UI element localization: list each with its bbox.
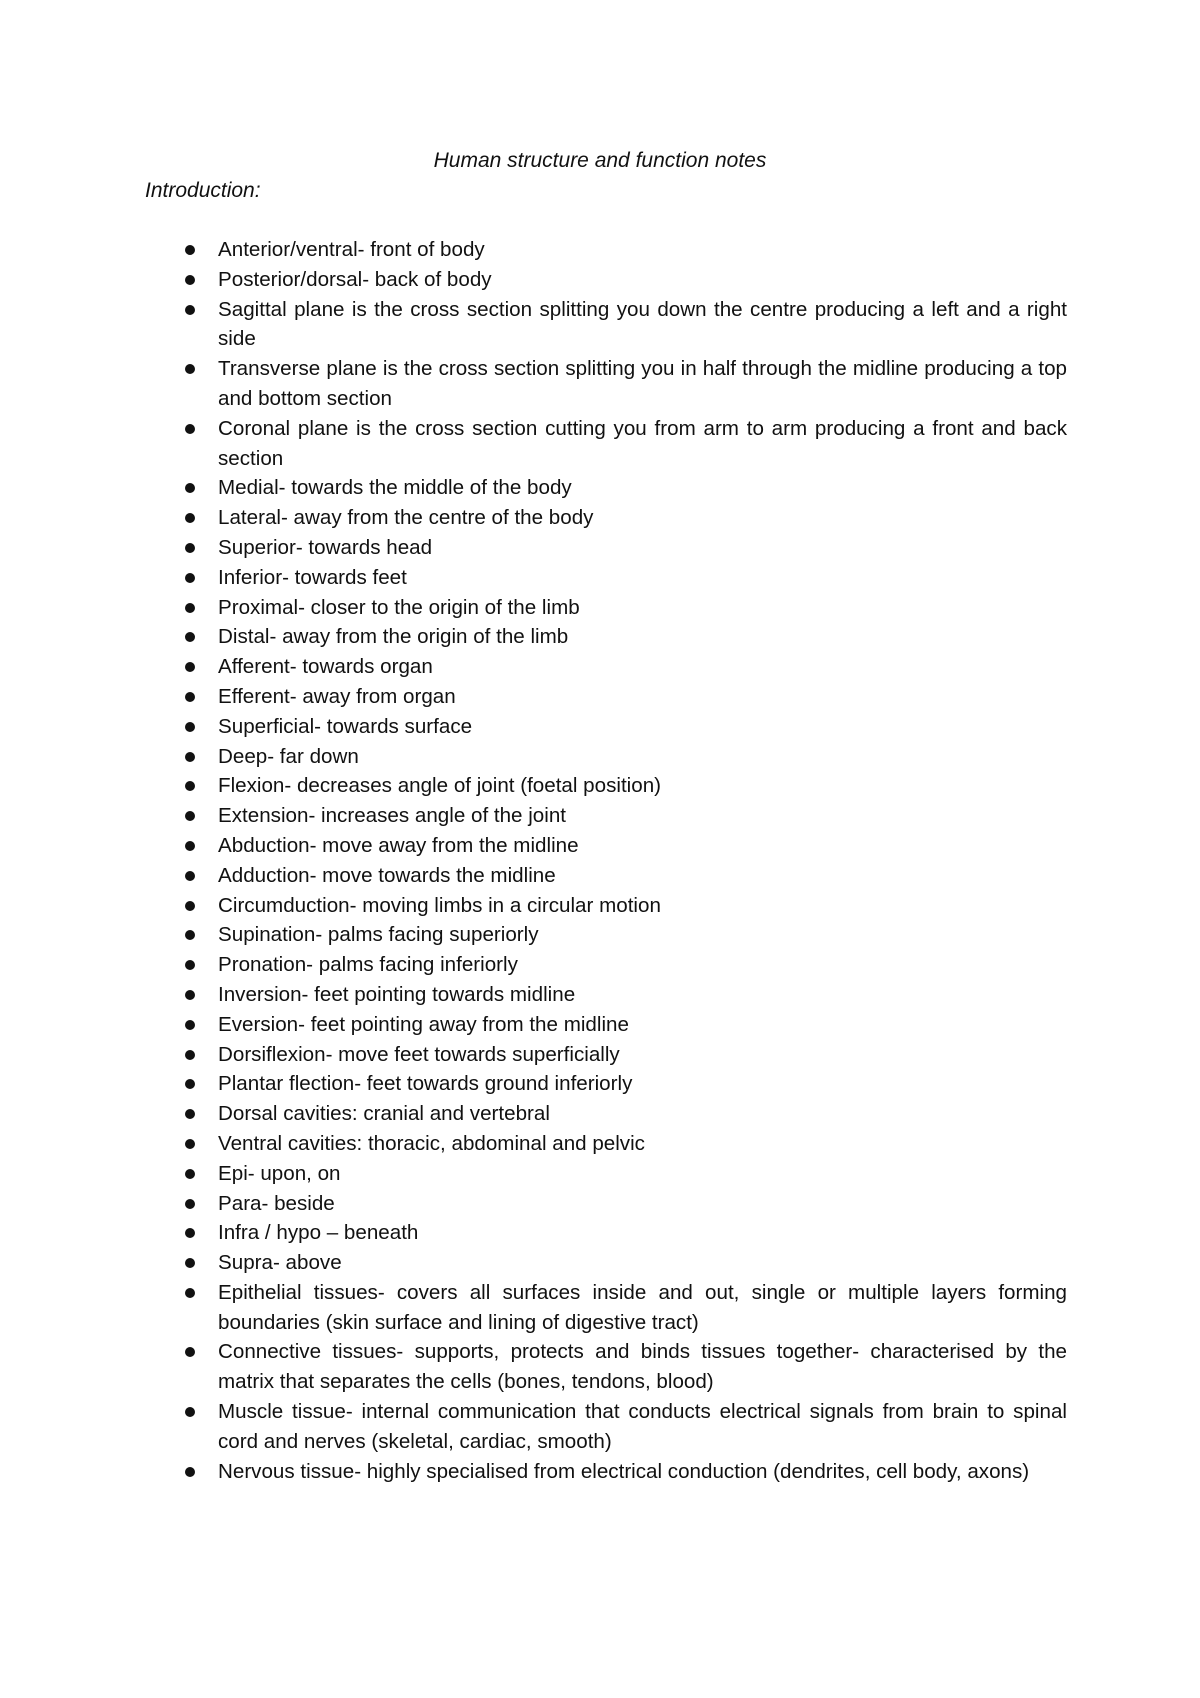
- list-item-text: Connective tissues- supports, protects and binds tissues together- characterised by the matrix that separates the cells (bones, tendons, blood): [218, 1340, 1067, 1394]
- list-item: [180, 622, 1067, 652]
- list-item-text: Posterior/dorsal- back of body: [218, 267, 492, 291]
- list-item-text: Plantar flection- feet towards ground inferiorly: [218, 1072, 633, 1096]
- bullet-icon: [185, 1258, 195, 1268]
- list-item: [180, 235, 1067, 265]
- bullet-icon: [185, 632, 195, 642]
- list-item-text: Efferent- away from organ: [218, 684, 456, 708]
- bullet-icon: [185, 1139, 195, 1149]
- bullet-icon: [185, 1228, 195, 1238]
- list-item-text: Afferent- towards organ: [218, 655, 433, 679]
- list-item-text: Distal- away from the origin of the limb: [218, 625, 569, 649]
- list-item: [180, 801, 1067, 831]
- bullet-icon: [185, 1079, 195, 1089]
- list-item-text: Anterior/ventral- front of body: [218, 238, 485, 261]
- bullet-list: [180, 235, 1067, 1486]
- list-item-text: Proximal- closer to the origin of the limb: [218, 595, 580, 619]
- list-item-text: Superior- towards head: [218, 535, 433, 559]
- bullet-icon: [185, 513, 195, 523]
- bullet-icon: [185, 1169, 195, 1179]
- bullet-icon: [185, 871, 195, 881]
- bullet-icon: [185, 752, 195, 762]
- list-item-text: Medial- towards the middle of the body: [218, 476, 572, 500]
- list-item-text: Ventral cavities: thoracic, abdominal and pelvic: [218, 1131, 645, 1155]
- list-item: [180, 891, 1067, 921]
- list-item-text: Extension- increases angle of the joint: [218, 804, 567, 828]
- list-item: [180, 1337, 1067, 1397]
- list-item: [180, 861, 1067, 891]
- bullet-icon: [185, 990, 195, 1000]
- list-item-text: Nervous tissue- highly specialised from electrical conduction (dendrites, cell body, axons): [218, 1459, 1030, 1483]
- list-item-text: Infra / hypo – beneath: [218, 1221, 419, 1245]
- list-item-text: Lateral- away from the centre of the body: [218, 506, 594, 530]
- list-item: [180, 831, 1067, 861]
- bullet-icon: [185, 662, 195, 672]
- list-item: [180, 473, 1067, 503]
- section-heading: Introduction:: [145, 179, 261, 202]
- list-item-text: Abduction- move away from the midline: [218, 833, 579, 857]
- list-item-text: Dorsal cavities: cranial and vertebral: [218, 1102, 550, 1126]
- list-item: [180, 1189, 1067, 1219]
- list-item-text: Epithelial tissues- covers all surfaces inside and out, single or multiple layers forming boundaries (skin surface and lining of digestive tract): [218, 1280, 1067, 1334]
- bullet-icon: [185, 1347, 195, 1357]
- list-item: [180, 771, 1067, 801]
- list-item-text: Eversion- feet pointing away from the midline: [218, 1012, 629, 1036]
- list-item-text: Inversion- feet pointing towards midline: [218, 982, 576, 1006]
- bullet-icon: [185, 1199, 195, 1209]
- list-item-text: Superficial- towards surface: [218, 714, 473, 738]
- list-item-text: Pronation- palms facing inferiorly: [218, 953, 518, 977]
- bullet-icon: [185, 305, 195, 315]
- list-item-text: Para- beside: [218, 1191, 335, 1215]
- list-item: [180, 414, 1067, 474]
- list-item: [180, 1248, 1067, 1278]
- list-item-text: Deep- far down: [218, 744, 359, 768]
- list-item: [180, 563, 1067, 593]
- bullet-icon: [185, 781, 195, 791]
- list-item: [180, 682, 1067, 712]
- list-item: [180, 1099, 1067, 1129]
- bullet-icon: [185, 692, 195, 702]
- list-item-text: Inferior- towards feet: [218, 565, 407, 589]
- list-item-text: Dorsiflexion- move feet towards superficially: [218, 1042, 620, 1066]
- bullet-icon: [185, 543, 195, 553]
- list-item: [180, 593, 1067, 623]
- list-item: [180, 980, 1067, 1010]
- list-item: [180, 354, 1067, 414]
- bullet-icon: [185, 603, 195, 613]
- list-item: [180, 1010, 1067, 1040]
- list-item: [180, 533, 1067, 563]
- bullet-icon: [185, 811, 195, 821]
- list-item: [180, 1457, 1067, 1487]
- document-title: Human structure and function notes: [433, 149, 767, 172]
- list-item: [180, 265, 1067, 295]
- list-item-text: Epi- upon, on: [218, 1161, 341, 1185]
- bullet-icon: [185, 901, 195, 911]
- list-item: [180, 1069, 1067, 1099]
- list-item: [180, 950, 1067, 980]
- list-item: [180, 1278, 1067, 1338]
- bullet-icon: [185, 424, 195, 434]
- bullet-icon: [185, 483, 195, 493]
- bullet-icon: [185, 275, 195, 285]
- bullet-icon: [185, 1288, 195, 1298]
- list-item: [180, 1040, 1067, 1070]
- list-item: [180, 712, 1067, 742]
- list-item: [180, 503, 1067, 533]
- bullet-icon: [185, 1407, 195, 1417]
- list-item: [180, 920, 1067, 950]
- bullet-icon: [185, 364, 195, 374]
- list-item: [180, 1397, 1067, 1457]
- list-item: [180, 742, 1067, 772]
- bullet-icon: [185, 841, 195, 851]
- list-item-text: Sagittal plane is the cross section splitting you down the centre producing a left and a right side: [218, 297, 1067, 351]
- list-item: [180, 1218, 1067, 1248]
- bullet-icon: [185, 245, 195, 255]
- bullet-icon: [185, 1109, 195, 1119]
- bullet-icon: [185, 1050, 195, 1060]
- list-item-text: Supra- above: [218, 1251, 342, 1275]
- list-item-text: Flexion- decreases angle of joint (foetal position): [218, 774, 662, 798]
- list-item: [180, 295, 1067, 355]
- bullet-icon: [185, 930, 195, 940]
- list-item-text: Transverse plane is the cross section splitting you in half through the midline producing a top and bottom section: [218, 357, 1067, 410]
- bullet-icon: [185, 1020, 195, 1030]
- list-item-text: Supination- palms facing superiorly: [218, 923, 539, 947]
- list-item: [180, 1159, 1067, 1189]
- list-item-text: Circumduction- moving limbs in a circular motion: [218, 893, 661, 917]
- list-item: [180, 652, 1067, 682]
- list-item-text: Muscle tissue- internal communication that conducts electrical signals from brain to spinal cord and nerves (skeletal, cardiac, smooth): [218, 1400, 1067, 1453]
- list-item-text: Coronal plane is the cross section cutting you from arm to arm producing a front and back section: [218, 416, 1067, 470]
- list-item-text: Adduction- move towards the midline: [218, 863, 556, 887]
- bullet-icon: [185, 573, 195, 583]
- bullet-icon: [185, 960, 195, 970]
- bullet-icon: [185, 722, 195, 732]
- list-item: [180, 1129, 1067, 1159]
- bullet-icon: [185, 1467, 195, 1477]
